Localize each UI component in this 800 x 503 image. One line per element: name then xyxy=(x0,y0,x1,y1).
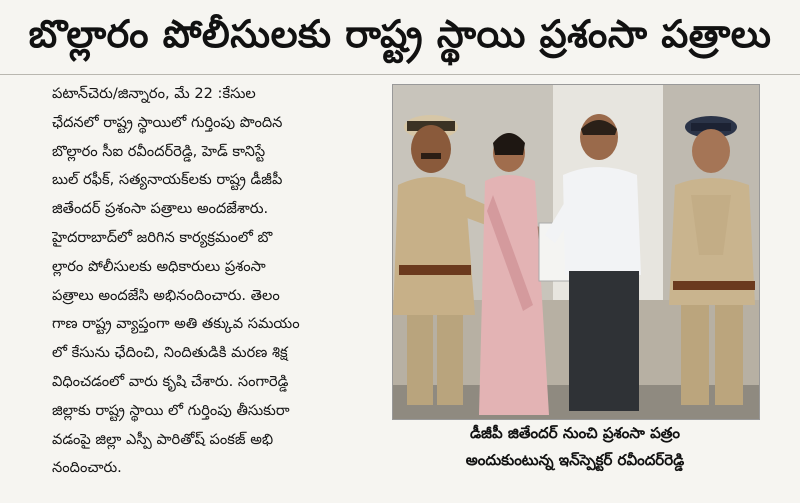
headline-divider xyxy=(0,74,800,75)
photo-caption xyxy=(392,420,758,480)
article-line: పత్రాలు అందజేసి అభినందించారు. తెలం xyxy=(52,286,280,304)
article-line: వడంపై జిల్లా ఎస్పీ పారితోష్ పంకజ్ అభి xyxy=(52,430,274,448)
article-line: హైదరాబాద్‌లో జరిగిన కార్యక్రమంలో బొ xyxy=(52,228,273,246)
article-line: పటాన్‌చెరు/జిన్నారం, మే 22 :కేసుల xyxy=(52,85,256,102)
news-photo xyxy=(392,84,760,420)
article-line: గాణ రాష్ట్ర వ్యాప్తంగా అతి తక్కువ సమయం xyxy=(52,315,300,333)
article-body xyxy=(52,80,386,475)
article-line: లో కేసును ఛేదించి, నిందితుడికి మరణ శిక్ష xyxy=(52,344,288,362)
article-line: జిల్లాకు రాష్ట్ర స్థాయి లో గుర్తింపు తీసుకురా xyxy=(52,401,290,419)
article-line: విధించడంలో వారు కృషి చేశారు. సంగారెడ్డి xyxy=(52,372,289,390)
article-line: బుల్ రఫీక్, సత్యనాయక్‌లకు రాష్ట్ర డీజీపీ xyxy=(52,171,283,189)
caption-line-1: డీజీపీ జితేందర్ నుంచి ప్రశంసా పత్రం xyxy=(469,424,681,442)
caption-line-2: అందుకుంటున్న ఇన్‌స్పెక్టర్ రవీందర్‌రెడ్డి xyxy=(465,451,685,469)
headline: బొల్లారం పోలీసులకు రాష్ట్ర స్థాయి ప్రశంసా పత్రాలు xyxy=(28,12,772,56)
article-line: నందించారు. xyxy=(52,459,122,475)
article-line: ఛేదనలో రాష్ట్ర స్థాయిలో గుర్తింపు పొందిన xyxy=(52,113,283,131)
article-line: ల్లారం పోలీసులకు అధికారులు ప్రశంసా xyxy=(52,257,266,275)
article-line: జితేందర్ ప్రశంసా పత్రాలు అందజేశారు. xyxy=(52,200,269,218)
photo-illustration xyxy=(393,85,759,419)
article-line: బొల్లారం సీఐ రవీందర్‌రెడ్డి, హెడ్ కానిస్టే xyxy=(52,142,266,160)
